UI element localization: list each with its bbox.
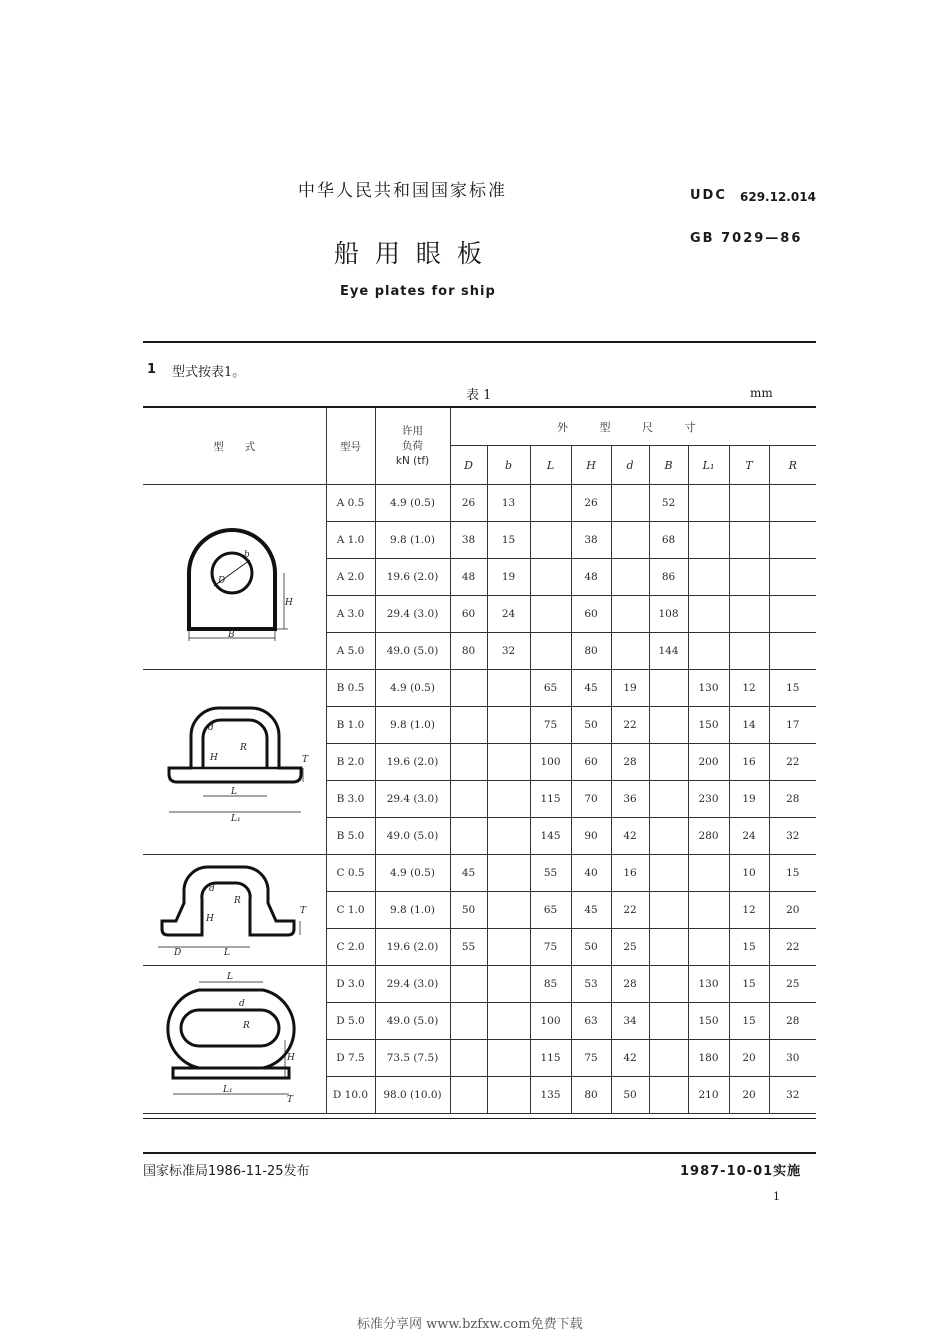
dim-cell-L1: 200	[688, 744, 729, 781]
dim-cell-H: 90	[571, 818, 611, 855]
dim-cell-b	[487, 1077, 530, 1114]
dim-cell-d: 16	[611, 855, 649, 892]
dim-cell-D: 60	[450, 596, 487, 633]
model-cell: C 1.0	[326, 892, 375, 929]
load-cell: 98.0 (10.0)	[375, 1077, 450, 1114]
national-standard-title: 中华人民共和国国家标准	[298, 181, 507, 201]
dim-cell-b	[487, 818, 530, 855]
fig-a-label-B: B	[228, 629, 235, 640]
dim-cell-b	[487, 781, 530, 818]
model-cell: B 5.0	[326, 818, 375, 855]
dim-header-b: b	[487, 446, 530, 485]
dim-cell-d	[611, 596, 649, 633]
dim-cell-D: 48	[450, 559, 487, 596]
table-caption: 表 1	[466, 388, 492, 403]
dim-cell-H: 60	[571, 744, 611, 781]
dim-cell-d: 28	[611, 966, 649, 1003]
dim-cell-H: 40	[571, 855, 611, 892]
dim-cell-T: 14	[729, 707, 769, 744]
dim-cell-B	[649, 1003, 688, 1040]
dim-cell-b	[487, 744, 530, 781]
dim-header-D: D	[450, 446, 487, 485]
fig-b-label-R: R	[240, 742, 248, 753]
dim-cell-R: 25	[769, 966, 816, 1003]
fig-b-label-T: T	[302, 754, 309, 765]
dim-cell-B	[649, 892, 688, 929]
dim-cell-R: 22	[769, 744, 816, 781]
dim-cell-D: 26	[450, 485, 487, 522]
dim-cell-B	[649, 707, 688, 744]
dim-header-B: B	[649, 446, 688, 485]
gb-code: GB 7029—86	[690, 231, 803, 246]
fig-d-label-L1: L₁	[223, 1085, 233, 1095]
dim-cell-d: 25	[611, 929, 649, 966]
dim-cell-D	[450, 966, 487, 1003]
dim-cell-d: 22	[611, 707, 649, 744]
english-title: Eye plates for ship	[340, 284, 496, 299]
type-d-drawing	[159, 968, 309, 1108]
table-row	[143, 855, 816, 892]
model-cell: C 2.0	[326, 929, 375, 966]
dim-cell-T: 19	[729, 781, 769, 818]
dim-cell-R: 20	[769, 892, 816, 929]
load-cell: 19.6 (2.0)	[375, 929, 450, 966]
dim-cell-D: 45	[450, 855, 487, 892]
dim-cell-R	[769, 559, 816, 596]
footer-rule	[143, 1152, 816, 1154]
dim-cell-T: 12	[729, 670, 769, 707]
dim-cell-H: 60	[571, 596, 611, 633]
model-cell: D 7.5	[326, 1040, 375, 1077]
dim-cell-D	[450, 744, 487, 781]
dim-header-L: L	[530, 446, 571, 485]
dim-cell-d: 42	[611, 818, 649, 855]
load-cell: 29.4 (3.0)	[375, 781, 450, 818]
dim-cell-L1: 150	[688, 1003, 729, 1040]
fig-c-label-T: T	[300, 905, 307, 916]
type-b-figure-cell	[143, 670, 326, 855]
model-cell: D 10.0	[326, 1077, 375, 1114]
load-cell: 4.9 (0.5)	[375, 855, 450, 892]
dim-cell-H: 53	[571, 966, 611, 1003]
model-cell: D 5.0	[326, 1003, 375, 1040]
dim-cell-R	[769, 596, 816, 633]
dim-cell-D	[450, 1003, 487, 1040]
fig-d-label-H: H	[287, 1053, 296, 1063]
dim-cell-L: 75	[530, 707, 571, 744]
dim-cell-T: 20	[729, 1040, 769, 1077]
dim-cell-d: 50	[611, 1077, 649, 1114]
dim-cell-R	[769, 633, 816, 670]
load-cell: 4.9 (0.5)	[375, 670, 450, 707]
dim-cell-B	[649, 818, 688, 855]
dim-cell-H: 50	[571, 707, 611, 744]
dim-cell-D	[450, 1077, 487, 1114]
header-rule	[143, 341, 816, 343]
type-c-drawing	[154, 859, 314, 959]
dim-cell-b	[487, 966, 530, 1003]
load-cell: 73.5 (7.5)	[375, 1040, 450, 1077]
dim-cell-R: 15	[769, 855, 816, 892]
load-cell: 9.8 (1.0)	[375, 707, 450, 744]
dim-cell-T: 15	[729, 929, 769, 966]
dim-cell-T: 12	[729, 892, 769, 929]
dim-cell-b: 15	[487, 522, 530, 559]
type-c-figure-cell	[143, 855, 326, 966]
document-title: 船 用 眼 板	[334, 239, 486, 268]
dim-cell-H: 80	[571, 1077, 611, 1114]
dim-cell-B	[649, 929, 688, 966]
dim-cell-R: 30	[769, 1040, 816, 1077]
dim-cell-R: 28	[769, 781, 816, 818]
udc-code: 629.12.014	[740, 190, 816, 204]
fig-d-label-d: d	[239, 999, 246, 1009]
dim-cell-R: 32	[769, 1077, 816, 1114]
dim-cell-L1: 130	[688, 670, 729, 707]
watermark-text: 标准分享网 www.bzfxw.com免费下载	[357, 1317, 583, 1332]
dim-cell-H: 63	[571, 1003, 611, 1040]
dim-cell-L	[530, 522, 571, 559]
dim-cell-H: 45	[571, 892, 611, 929]
dim-cell-B: 144	[649, 633, 688, 670]
fig-b-label-L1: L₁	[231, 813, 241, 824]
dim-cell-H: 38	[571, 522, 611, 559]
dim-cell-L1	[688, 929, 729, 966]
table-body	[143, 485, 816, 1114]
dim-cell-D	[450, 670, 487, 707]
dim-cell-R: 17	[769, 707, 816, 744]
dim-cell-L1: 280	[688, 818, 729, 855]
dim-header-T: T	[729, 446, 769, 485]
dim-cell-H: 80	[571, 633, 611, 670]
dim-cell-T: 24	[729, 818, 769, 855]
fig-a-label-D: D	[218, 575, 226, 586]
load-cell: 19.6 (2.0)	[375, 744, 450, 781]
dim-cell-L: 115	[530, 1040, 571, 1077]
dim-cell-R: 32	[769, 818, 816, 855]
table-bottom-rule	[143, 1118, 816, 1119]
fig-c-label-R: R	[234, 895, 242, 906]
dim-cell-L: 100	[530, 744, 571, 781]
load-header-line3: kN (tf)	[395, 454, 430, 467]
load-cell: 29.4 (3.0)	[375, 966, 450, 1003]
model-cell: B 1.0	[326, 707, 375, 744]
dim-cell-D: 80	[450, 633, 487, 670]
dim-cell-R	[769, 522, 816, 559]
fig-b-label-H: H	[210, 752, 219, 763]
col-type-header: 型 式	[143, 407, 326, 485]
spec-table	[143, 406, 816, 1114]
dim-header-H: H	[571, 446, 611, 485]
load-cell: 29.4 (3.0)	[375, 596, 450, 633]
dim-cell-b: 24	[487, 596, 530, 633]
dim-cell-H: 45	[571, 670, 611, 707]
type-b-drawing	[159, 696, 309, 826]
dim-header-d: d	[611, 446, 649, 485]
model-cell: A 1.0	[326, 522, 375, 559]
dim-cell-H: 50	[571, 929, 611, 966]
dim-cell-H: 75	[571, 1040, 611, 1077]
dim-cell-R	[769, 485, 816, 522]
dim-cell-L: 75	[530, 929, 571, 966]
dim-cell-d: 34	[611, 1003, 649, 1040]
dim-cell-L: 65	[530, 670, 571, 707]
dim-cell-L: 65	[530, 892, 571, 929]
fig-a-label-H: H	[285, 597, 294, 608]
dim-cell-d: 42	[611, 1040, 649, 1077]
dim-cell-T	[729, 522, 769, 559]
dim-cell-B: 52	[649, 485, 688, 522]
dim-cell-L1	[688, 522, 729, 559]
type-a-drawing	[174, 511, 294, 641]
fig-c-label-d: d	[209, 883, 216, 894]
dim-cell-T	[729, 485, 769, 522]
dim-cell-b: 19	[487, 559, 530, 596]
dim-cell-d	[611, 559, 649, 596]
table-row	[143, 485, 816, 522]
dim-cell-L	[530, 596, 571, 633]
table-row	[143, 966, 816, 1003]
dim-cell-D	[450, 818, 487, 855]
dim-cell-L: 115	[530, 781, 571, 818]
model-cell: B 2.0	[326, 744, 375, 781]
dim-cell-L: 85	[530, 966, 571, 1003]
dim-cell-B	[649, 670, 688, 707]
dim-cell-D: 38	[450, 522, 487, 559]
dim-cell-H: 48	[571, 559, 611, 596]
dim-cell-L1: 150	[688, 707, 729, 744]
dim-cell-T: 16	[729, 744, 769, 781]
dim-cell-B: 86	[649, 559, 688, 596]
load-cell: 9.8 (1.0)	[375, 892, 450, 929]
dim-cell-B	[649, 855, 688, 892]
dim-cell-T	[729, 596, 769, 633]
dim-cell-L: 100	[530, 1003, 571, 1040]
section-text: 型式按表1。	[172, 365, 246, 380]
dim-header-L1: L₁	[688, 446, 729, 485]
dim-cell-D: 50	[450, 892, 487, 929]
dim-cell-B	[649, 744, 688, 781]
dim-cell-B: 108	[649, 596, 688, 633]
col-dims-header: 外 型 尺 寸	[450, 407, 816, 446]
load-cell: 49.0 (5.0)	[375, 633, 450, 670]
dim-cell-d: 36	[611, 781, 649, 818]
dim-cell-T: 10	[729, 855, 769, 892]
dim-cell-d: 19	[611, 670, 649, 707]
dim-cell-b: 32	[487, 633, 530, 670]
type-d-figure-cell	[143, 966, 326, 1114]
section-number: 1	[147, 362, 157, 377]
dim-cell-T: 20	[729, 1077, 769, 1114]
dim-cell-d: 22	[611, 892, 649, 929]
dim-cell-d	[611, 485, 649, 522]
fig-d-label-T: T	[287, 1095, 294, 1105]
fig-d-label-L: L	[227, 972, 234, 982]
dim-cell-d: 28	[611, 744, 649, 781]
fig-c-label-L: L	[224, 947, 231, 958]
dim-cell-L1: 230	[688, 781, 729, 818]
dim-cell-L: 55	[530, 855, 571, 892]
dim-cell-T	[729, 633, 769, 670]
model-cell: A 2.0	[326, 559, 375, 596]
table-row	[143, 670, 816, 707]
fig-a-label-b: b	[244, 549, 251, 560]
dim-cell-D	[450, 781, 487, 818]
load-cell: 19.6 (2.0)	[375, 559, 450, 596]
fig-b-label-L: L	[231, 786, 238, 797]
dim-cell-L1	[688, 892, 729, 929]
dim-cell-b	[487, 929, 530, 966]
dim-cell-L	[530, 559, 571, 596]
model-cell: A 5.0	[326, 633, 375, 670]
dim-cell-H: 70	[571, 781, 611, 818]
fig-d-label-R: R	[243, 1021, 251, 1031]
page-number: 1	[773, 1190, 780, 1203]
dim-cell-T	[729, 559, 769, 596]
dim-cell-d	[611, 633, 649, 670]
dim-cell-b: 13	[487, 485, 530, 522]
dim-cell-b	[487, 707, 530, 744]
dim-cell-L	[530, 633, 571, 670]
udc-label: UDC	[690, 188, 727, 203]
type-a-figure-cell	[143, 485, 326, 670]
dim-cell-L1	[688, 559, 729, 596]
model-cell: C 0.5	[326, 855, 375, 892]
dim-cell-D: 55	[450, 929, 487, 966]
dim-cell-L1: 180	[688, 1040, 729, 1077]
dim-cell-T: 15	[729, 966, 769, 1003]
dim-cell-b	[487, 670, 530, 707]
dim-cell-R: 22	[769, 929, 816, 966]
model-cell: A 0.5	[326, 485, 375, 522]
dim-cell-b	[487, 892, 530, 929]
load-cell: 49.0 (5.0)	[375, 1003, 450, 1040]
load-cell: 9.8 (1.0)	[375, 522, 450, 559]
load-header-line1: 许用	[402, 424, 423, 437]
dim-cell-R: 15	[769, 670, 816, 707]
dim-cell-D	[450, 707, 487, 744]
model-cell: D 3.0	[326, 966, 375, 1003]
dim-cell-L	[530, 485, 571, 522]
dim-cell-d	[611, 522, 649, 559]
col-load-header	[375, 407, 450, 485]
model-cell: B 0.5	[326, 670, 375, 707]
dim-cell-B	[649, 1040, 688, 1077]
dim-cell-L: 145	[530, 818, 571, 855]
dim-cell-L1	[688, 633, 729, 670]
dim-cell-L1	[688, 485, 729, 522]
issue-date: 国家标准局1986-11-25发布	[143, 1164, 310, 1179]
dim-cell-L1	[688, 855, 729, 892]
dim-cell-b	[487, 1040, 530, 1077]
dim-cell-D	[450, 1040, 487, 1077]
col-model-header: 型号	[326, 407, 375, 485]
dim-cell-L1	[688, 596, 729, 633]
load-header-line2: 负荷	[402, 439, 423, 452]
dim-cell-B	[649, 781, 688, 818]
fig-c-label-H: H	[206, 913, 215, 924]
dim-cell-b	[487, 1003, 530, 1040]
model-cell: B 3.0	[326, 781, 375, 818]
dim-cell-L1: 130	[688, 966, 729, 1003]
dim-cell-T: 15	[729, 1003, 769, 1040]
fig-b-label-d: d	[208, 722, 215, 733]
dim-cell-R: 28	[769, 1003, 816, 1040]
effective-date: 1987-10-01实施	[680, 1164, 802, 1179]
unit-label: mm	[750, 386, 773, 400]
dim-cell-B	[649, 966, 688, 1003]
dim-cell-L: 135	[530, 1077, 571, 1114]
dim-cell-b	[487, 855, 530, 892]
dim-header-R: R	[769, 446, 816, 485]
dim-cell-H: 26	[571, 485, 611, 522]
dim-cell-B: 68	[649, 522, 688, 559]
load-cell: 4.9 (0.5)	[375, 485, 450, 522]
model-cell: A 3.0	[326, 596, 375, 633]
dim-cell-B	[649, 1077, 688, 1114]
dim-cell-L1: 210	[688, 1077, 729, 1114]
fig-c-label-D: D	[174, 947, 182, 958]
load-cell: 49.0 (5.0)	[375, 818, 450, 855]
